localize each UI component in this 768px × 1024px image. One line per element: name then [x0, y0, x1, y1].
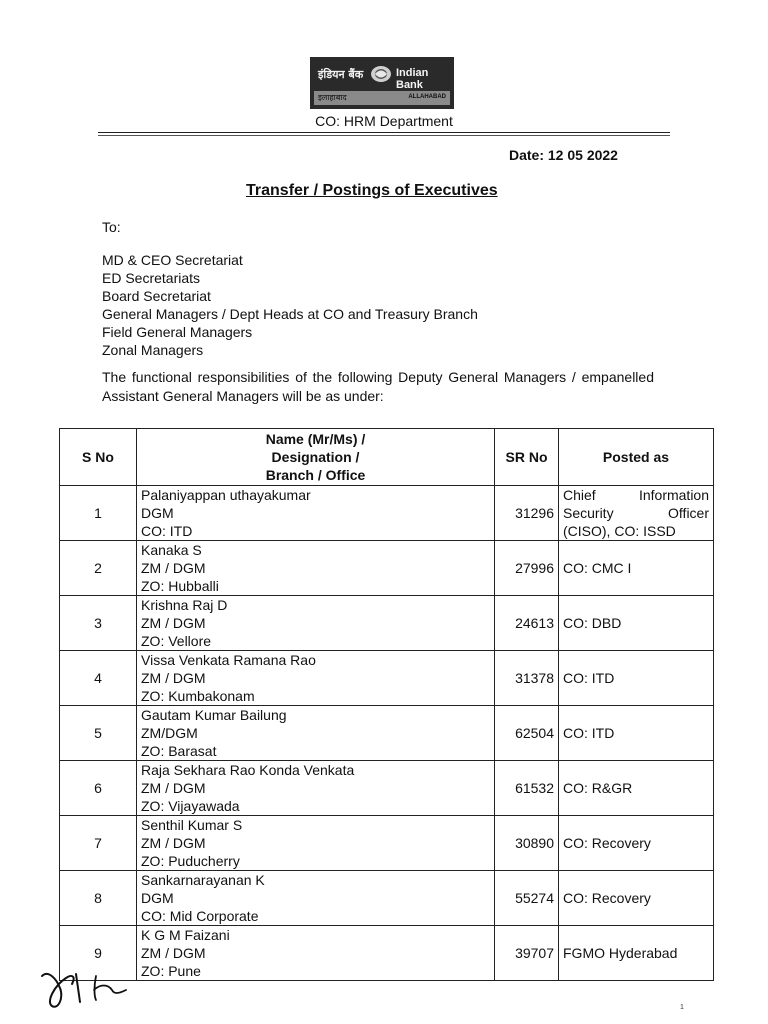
- cell-srno: 31378: [495, 651, 559, 706]
- cell-srno: 27996: [495, 541, 559, 596]
- executive-office: ZO: Pune: [141, 963, 201, 979]
- department-heading: CO: HRM Department: [315, 113, 453, 129]
- executive-name: Gautam Kumar Bailung: [141, 707, 287, 723]
- cell-sno: 4: [60, 651, 137, 706]
- executive-name: Senthil Kumar S: [141, 817, 243, 833]
- recipient-item: MD & CEO Secretariat: [102, 252, 243, 268]
- executive-designation: ZM / DGM: [141, 615, 206, 631]
- executive-name: Vissa Venkata Ramana Rao: [141, 652, 316, 668]
- executive-name: Kanaka S: [141, 542, 202, 558]
- executive-name: Sankarnarayanan K: [141, 872, 265, 888]
- cell-sno: 7: [60, 816, 137, 871]
- executive-name: Raja Sekhara Rao Konda Venkata: [141, 762, 355, 778]
- cell-sno: 3: [60, 596, 137, 651]
- page-number: 1: [680, 1004, 684, 1011]
- executives-table: [59, 428, 714, 981]
- logo-english-name: Indian Bank: [396, 67, 429, 91]
- cell-sno: 9: [60, 926, 137, 981]
- table-header-row: [60, 429, 714, 486]
- header-rule-secondary: [98, 135, 670, 136]
- header-name: [137, 429, 495, 486]
- cell-posted: CO: ITD: [559, 706, 714, 761]
- executive-designation: DGM: [141, 505, 174, 521]
- cell-posted: Chief Information Security Officer (CISO), CO: ISSD: [559, 486, 714, 541]
- table-row: [60, 596, 714, 651]
- cell-posted: FGMO Hyderabad: [559, 926, 714, 981]
- handwritten-signature: [36, 966, 146, 1014]
- recipient-item: Field General Managers: [102, 324, 253, 340]
- executive-office: ZO: Kumbakonam: [141, 688, 255, 704]
- executive-office: ZO: Vellore: [141, 633, 212, 649]
- cell-name: [137, 871, 495, 926]
- executive-designation: ZM / DGM: [141, 835, 206, 851]
- table-row: [60, 651, 714, 706]
- cell-name: [137, 486, 495, 541]
- recipient-list: [102, 251, 478, 359]
- table-row: [60, 486, 714, 541]
- table-row: [60, 926, 714, 981]
- cell-srno: 39707: [495, 926, 559, 981]
- cell-posted: CO: DBD: [559, 596, 714, 651]
- to-label: To:: [102, 219, 121, 235]
- table-row: [60, 541, 714, 596]
- executive-designation: ZM/DGM: [141, 725, 198, 741]
- executive-designation: ZM / DGM: [141, 670, 206, 686]
- cell-posted: CO: CMC I: [559, 541, 714, 596]
- recipient-item: ED Secretariats: [102, 270, 201, 286]
- header-sno: S No: [60, 429, 137, 486]
- executive-name: Palaniyappan uthayakumar: [141, 487, 311, 503]
- table-row: [60, 816, 714, 871]
- cell-name: [137, 596, 495, 651]
- cell-name: [137, 761, 495, 816]
- cell-sno: 8: [60, 871, 137, 926]
- cell-posted: CO: R&GR: [559, 761, 714, 816]
- executive-designation: ZM / DGM: [141, 780, 206, 796]
- cell-sno: 1: [60, 486, 137, 541]
- cell-srno: 30890: [495, 816, 559, 871]
- recipient-item: Board Secretariat: [102, 288, 211, 304]
- cell-srno: 61532: [495, 761, 559, 816]
- cell-name: [137, 706, 495, 761]
- executive-designation: ZM / DGM: [141, 560, 206, 576]
- cell-sno: 5: [60, 706, 137, 761]
- cell-sno: 6: [60, 761, 137, 816]
- letter-title: Transfer / Postings of Executives: [246, 182, 498, 199]
- executive-office: ZO: Vijayawada: [141, 798, 240, 814]
- bank-emblem-icon: [370, 65, 392, 83]
- header-rule: [98, 132, 670, 133]
- table-row: [60, 761, 714, 816]
- logo-hindi-name: इंडियन बैंक: [318, 68, 364, 81]
- executive-name: K G M Faizani: [141, 927, 230, 943]
- cell-srno: 24613: [495, 596, 559, 651]
- table-row: [60, 706, 714, 761]
- header-name-line: Branch / Office: [265, 467, 366, 483]
- logo-top-band: [314, 63, 450, 91]
- header-posted: Posted as: [559, 429, 714, 486]
- recipient-item: Zonal Managers: [102, 342, 204, 358]
- cell-srno: 62504: [495, 706, 559, 761]
- executive-office: CO: Mid Corporate: [141, 908, 259, 924]
- cell-posted: CO: Recovery: [559, 816, 714, 871]
- indian-bank-logo: [310, 57, 454, 109]
- logo-city-english: ALLAHABAD: [408, 94, 446, 100]
- cell-srno: 31296: [495, 486, 559, 541]
- intro-paragraph: The functional responsibilities of the following Deputy General Managers / empanelled Assistant General Managers will be as under:: [102, 369, 654, 404]
- cell-posted: CO: ITD: [559, 651, 714, 706]
- cell-posted: CO: Recovery: [559, 871, 714, 926]
- executive-office: CO: ITD: [141, 523, 193, 539]
- recipient-item: General Managers / Dept Heads at CO and Treasury Branch: [102, 306, 478, 322]
- header-srno: SR No: [495, 429, 559, 486]
- logo-city-hindi: इलाहाबाद: [318, 93, 347, 102]
- executive-designation: ZM / DGM: [141, 945, 206, 961]
- executive-office: ZO: Barasat: [141, 743, 217, 759]
- header-name-line: Designation /: [271, 449, 360, 465]
- cell-name: [137, 816, 495, 871]
- cell-srno: 55274: [495, 871, 559, 926]
- cell-name: [137, 651, 495, 706]
- logo-bottom-band: [314, 91, 450, 105]
- executive-name: Krishna Raj D: [141, 597, 228, 613]
- cell-name: [137, 926, 495, 981]
- letter-date: Date: 12 05 2022: [509, 147, 618, 163]
- executive-designation: DGM: [141, 890, 174, 906]
- header-name-line: Name (Mr/Ms) /: [265, 431, 366, 447]
- table-row: [60, 871, 714, 926]
- executive-office: ZO: Puducherry: [141, 853, 240, 869]
- cell-name: [137, 541, 495, 596]
- executive-office: ZO: Hubballi: [141, 578, 219, 594]
- cell-sno: 2: [60, 541, 137, 596]
